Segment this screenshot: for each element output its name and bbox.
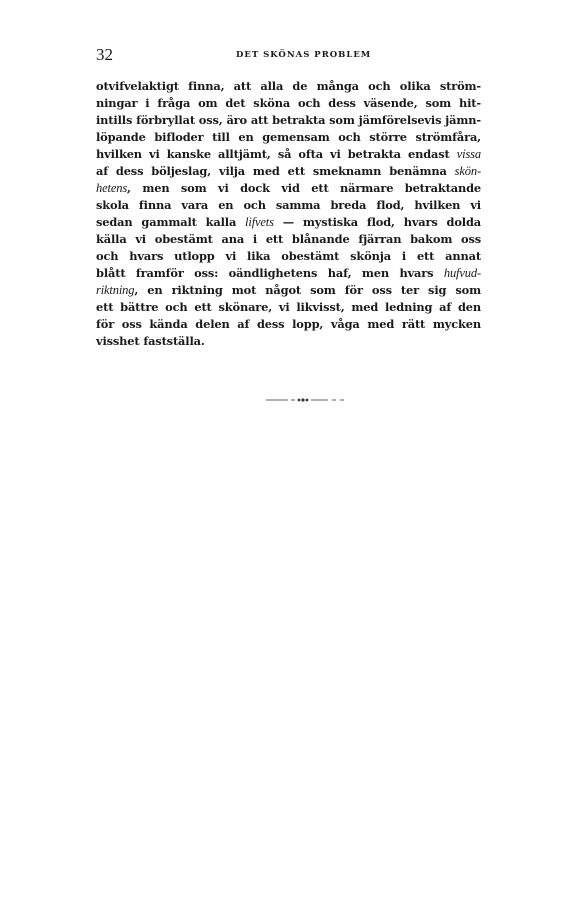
text-line	[96, 265, 481, 282]
text-segment: otvifvelaktigt finna, att alla de många och olika ström-	[96, 79, 481, 93]
text-segment: visshet fastställa.	[96, 334, 205, 348]
text-segment: , men som vi dock vid ett närmare betraktande	[127, 181, 481, 195]
text-segment: och hvars utlopp vi lika obestämt skönja i ett annat	[96, 249, 481, 263]
text-line	[96, 146, 481, 163]
text-segment: för oss kända delen af dess lopp, våga med rätt mycken	[96, 317, 481, 331]
body-text	[96, 78, 481, 350]
italic-text: hufvud-	[443, 266, 481, 280]
page-number: 32	[96, 45, 113, 64]
text-segment: löpande bifloder till en gemensam och större strömfåra,	[96, 130, 481, 144]
text-line	[96, 214, 481, 231]
text-segment: intills förbryllat oss, äro att betrakta som jämförelsevis jämn-	[96, 113, 481, 127]
text-segment: skola finna vara en och samma breda flod, hvilken vi	[96, 198, 481, 212]
running-head: DET SKÖNAS PROBLEM	[236, 50, 372, 60]
text-line	[96, 282, 481, 299]
italic-text: vissa	[456, 147, 481, 161]
text-segment: — mystiska flod, hvars dolda	[273, 215, 481, 229]
text-line	[96, 248, 481, 265]
text-segment: sedan gammalt kalla	[96, 215, 246, 229]
text-line	[96, 197, 481, 214]
page-header	[96, 46, 480, 64]
italic-text: lifvets	[245, 215, 274, 229]
italic-text: riktning	[96, 283, 135, 297]
text-segment: hvilken vi kanske alltjämt, så ofta vi betrakta endast	[96, 147, 457, 161]
end-of-section-ornament	[266, 397, 346, 403]
italic-text: skön-	[454, 164, 481, 178]
text-line	[96, 333, 481, 350]
text-line	[96, 95, 481, 112]
text-segment: ningar i fråga om det sköna och dess väsende, som hit-	[96, 96, 481, 110]
text-line	[96, 112, 481, 129]
text-segment: källa vi obestämt ana i ett blånande fjärran bakom oss	[96, 232, 481, 246]
text-line	[96, 231, 481, 248]
text-segment: ett bättre och ett skönare, vi likvisst, med ledning af den	[96, 300, 481, 314]
text-line	[96, 316, 481, 333]
text-segment: , en riktning mot något som för oss ter sig som	[134, 283, 481, 297]
text-segment: blått framför oss: oändlighetens haf, men hvars	[96, 266, 444, 280]
text-segment: af dess böljeslag, vilja med ett smeknamn benämna	[96, 164, 455, 178]
text-line	[96, 129, 481, 146]
text-line	[96, 163, 481, 180]
text-line	[96, 299, 481, 316]
italic-text: hetens	[96, 181, 128, 195]
text-line	[96, 78, 481, 95]
text-line	[96, 180, 481, 197]
